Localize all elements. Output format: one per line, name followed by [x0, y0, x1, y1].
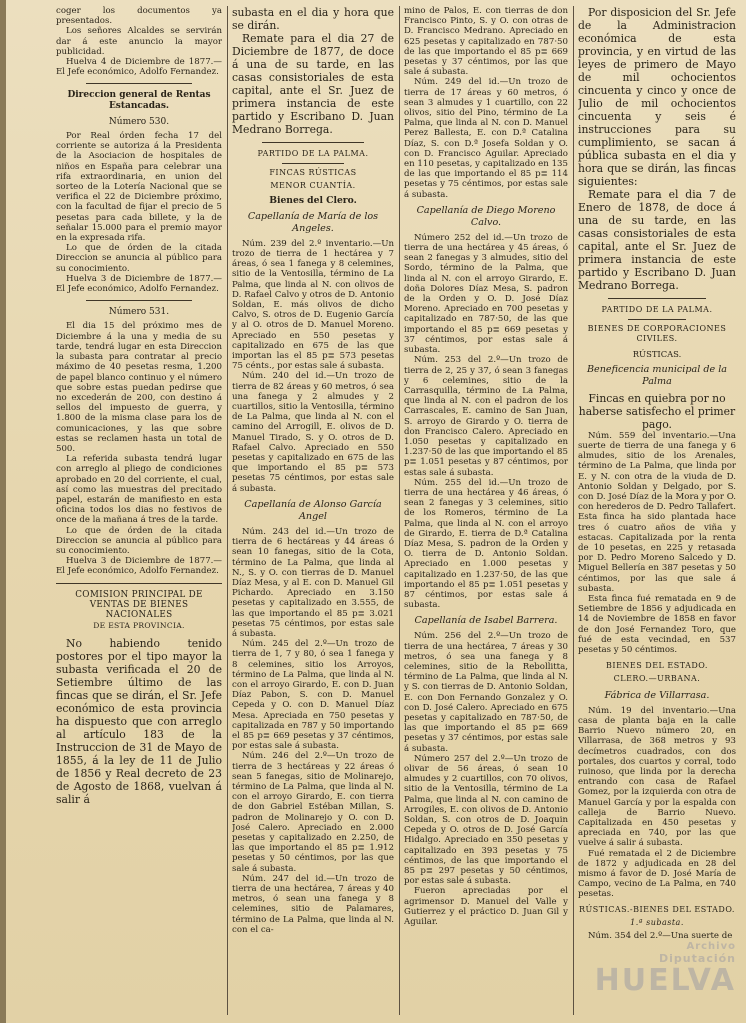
capellania-heading: Capellanía de María de los Angeles.	[247, 210, 379, 234]
partido-heading: PARTIDO DE LA PALMA.	[257, 149, 369, 158]
paragraph: Por Real órden fecha 17 del corriente se autoriza á la Presidenta de la Asociacion de hospitales de niños en España para celebrar una rifa extraordinaria, en union del sorteo de la Lotería Nacional que se verifica el 22 de Diciembre próximo, con la facultad de fijar el precio de 5 pesetas para cada billete, y la de señalar 15.000 para el premio mayor en la expresada rifa.	[56, 131, 222, 244]
item-number: Número 530.	[108, 116, 170, 127]
fincas-quiebra: Fincas en quiebra por no haberse satisfecho el primer pago.	[578, 391, 736, 431]
clero-heading: CLERO.—URBANA.	[613, 674, 701, 684]
paragraph: Núm. 354 del 2.º—Una suerte de	[588, 930, 733, 941]
capellania-heading: Capellanía de Alonso García Angel	[244, 498, 382, 522]
paragraph: Núm. 247 del id.—Un trozo de tierra de una hectárea, 7 áreas y 40 metros, ó sean una fanega y 8 celemines, sitio de Palamares, término de La Palma, que linda al N. con el ca-	[232, 873, 394, 935]
divider	[608, 298, 706, 299]
capellania-heading: Capellanía de Diego Moreno Calvo.	[416, 204, 556, 228]
paragraph: Por disposicion del Sr. Jefe de la Administracion económica de esta provincia, y en virtud de las leyes de primero de Mayo de mil ochocientos cincuenta y cinco y once de Julio de mil ochocientos cincuenta y seis é instrucciones para su cumplimiento, se sacan á pública subasta en el dia y hora que se dirán, las fincas siguientes:	[578, 6, 736, 188]
item-number: Número 531.	[108, 307, 170, 318]
paragraph: Núm. 255 del id.—Un trozo de tierra de una hectárea y 46 áreas, ó sean 2 fanegas y 3 celemines, sitio de los Romeros, término de La Palma, que linda al N. con el arroyo de Girardo, E. tierra de D.ª Catalina Díaz Mesa, S. padron de la Orden y O. tierra de D. Antonio Soldan. Apreciado en 1.000 pesetas y capitalizado en 1.237·50, de las que importando el 85 p≣ 1.051 pesetas y 87 céntimos, por estas sale á subasta.	[404, 477, 568, 611]
paragraph: Número 257 del 2.º—Un trozo de olivar de 56 áreas, ó sean 10 almudes y 2 cuartillos, con 70 olivos, sitio de la Ventosilla, término de La Palma, que linda al N. con camino de Arrogiles, E. con olivos de D. Antonio Soldan, S. con otros de D. Joaquin Cepeda y O. otros de D. José García Hidalgo. Apreciado en 350 pesetas y capitalizado en 393 pesetas y 75 céntimos, de las que importando el 85 p≣ 297 pesetas y 50 céntimos, por estas sale á subasta.	[404, 753, 568, 887]
paragraph: Núm. 245 del 2.º—Un trozo de tierra de 1, 7 y 80, ó sea 1 fanega y 8 celemines, sitio los Arroyos, término de La Palma, que linda al N. con el arroyo Girardo, E. con D. Juan Díaz Pabon, S. con D. Manuel Cepeda y O. con D. Manuel Díaz Mesa. Apreciada en 750 pesetas y capitalizada en 787 y 50 importando el 85 p≣ 669 pesetas y 37 céntimos, por estas sale á subasta.	[232, 639, 394, 752]
column-1	[56, 6, 222, 1017]
subasta-heading: 1.ª subasta.	[630, 917, 684, 927]
paragraph: El dia 15 del próximo mes de Diciembre á la una y media de su tarde, tendrá lugar en esta Direccion la subasta para contratar al precio máximo de 40 pesetas resma, 1.200 de papel blanco continuo y el número que sobre estas puedan pedirse que no excederán de 200, con destino á sellos del impuesto de guerra, y 1.800 de la misma clase para los de comunicaciones, y las que sobre estas se reclamen hasta un total de 500.	[56, 321, 222, 454]
archive-watermark	[595, 941, 736, 997]
paragraph: Remate para el dia 7 de Enero de 1878, de doce á una de su tarde, en las casas consistoriales de esta capital, ante el Sr. Juez de primera instancia de este partido y Escribano D. Juan Medrano Borrega.	[578, 188, 736, 292]
bienes-heading: BIENES DE CORPORACIONES CIVILES.	[587, 324, 727, 344]
divider	[282, 163, 344, 164]
paragraph: Núm. 240 del id.—Un trozo de tierra de 82 áreas y 60 metros, ó sea una fanega y 2 almudes y 2 cuartillos, sitio la Ventosilla, término de La Palma, que linda al N. con el camino del Arrogill, E. olivos de D. Manuel Tirado, S. y O. otros de D. Rafael Calvo. Apreciado en 550 pesetas y capitalizado en 675 de las que importando el 85 p≣ 573 pesetas 75 céntimos, por estas sale á subasta.	[232, 371, 394, 494]
paragraph: Núm. 559 del inventario.—Una suerte de tierra de una fanega y 6 almudes, sitio de los Arenales, término de La Palma, que linda por E. y N. con otra de la viuda de D. Antonio Soldan y Delgado, por S. con D. José Díaz de la Mora y por O. con herederos de D. Pedro Tallafert. Esta finca ha sido plantada hace tres ó cuatro años de viña y estacas. Capitalizada por la renta de 10 pesetas, en 225 y retasada por D. Pedro Moreno Salcedo y D. Miguel Bellería en 387 pesetas y 50 céntimos, por las que sale á subasta.	[578, 430, 736, 594]
paragraph: mino de Palos, E. con tierras de don Francisco Pinto, S. y O. con otras de D. Francisco Medrano. Apreciado en 625 pesetas y capitalizado en 787·50 de las que importando el 85 p≣ 669 pesetas y 37 céntimos, por las que sale á subasta.	[404, 6, 568, 78]
paragraph: coger los documentos ya presentados.	[56, 6, 222, 27]
bienes-estado-heading: BIENES DEL ESTADO.	[606, 661, 708, 671]
paragraph: Fué rematada el 2 de Diciembre de 1872 y adjudicada en 28 del mismo á favor de D. José María de Campo, vecino de La Palma, en 740 pesetas.	[578, 848, 736, 900]
paragraph: Núm. 246 del 2.º—Un trozo de tierra de 3 hectáreas y 22 áreas ó sean 5 fanegas, sitio de Molinarejo, término de La Palma, que linda al N. con el arroyo Girardo, E. con tierra de don Gabriel Estéban Millan, S. padron de Molinarejo y O. con D. José Calero. Apreciado en 2.000 pesetas y capitalizado en 2.250, de las que importando el 85 p≣ 1.912 pesetas y 50 céntimos, por las que sale á subasta.	[232, 751, 394, 874]
partido-heading: PARTIDO DE LA PALMA.	[601, 305, 713, 314]
paragraph: Huelva 4 de Diciembre de 1877.—El Jefe económico, Adolfo Fernandez.	[56, 57, 222, 78]
paragraph: Núm. 249 del id.—Un trozo de tierra de 17 áreas y 60 metros, ó sean 3 almudes y 1 cuartillo, con 22 olivos, sitio del Pino, término de La Palma, que linda al N. con D. Manuel Perez Ballesta, E. con D.ª Catalina Díaz, S. con D.ª Josefa Soldan y O. con D. Francisco Aguilar. Apreciado en 110 pesetas, y capitalizado en 135 de las que importando el 85 p≣ 114 pesetas y 75 céntimos, por estas sale á subasta.	[404, 77, 568, 200]
paragraph: Lo que de órden de la citada Direccion se anuncia al público para su conocimiento.	[56, 525, 222, 556]
paragraph: Fueron apreciadas por el agrimensor D. Manuel del Valle y Gutierrez y el práctico D. Juan Gil y Aguilar.	[404, 886, 568, 928]
paragraph: Núm. 256 del 2.º—Un trozo de tierra de una hectárea, 7 áreas y 30 metros, ó sea una fanega y 8 celemines, sitio de la Rebollitta, término de La Palma, que linda al N. y S. con tierras de D. Antonio Soldan, E. con Don Fernando Gonzalez y O. con D. José Calero. Apreciado en 675 pesetas y capitalizado en 787·50, de las que importando el 85 p≣ 669 pesetas y 37 céntimos, por estas sale á subasta.	[404, 631, 568, 754]
watermark-line: HUELVA	[594, 963, 736, 998]
fabrica-heading: Fábrica de Villarrasa.	[604, 689, 710, 701]
divider	[628, 319, 686, 320]
divider	[86, 83, 192, 84]
paragraph: Huelva 3 de Diciembre de 1877.—El Jefe económico, Adolfo Fernandez.	[56, 556, 222, 577]
comision-subtitle: DE ESTA PROVINCIA.	[93, 621, 185, 631]
paragraph: Remate para el dia 27 de Diciembre de 1877, de doce á una de su tarde, en las casas consistoriales de esta capital, ante el Sr. Juez de primera instancia de este partido y Escribano D. Juan Medrano Borrega.	[232, 32, 394, 136]
paragraph: Núm. 19 del inventario.—Una casa de planta baja en la calle Barrio Nuevo número 20, en Villarrasa, de 368 metros y 93 decímetros cuadrados, con dos portales, dos cuartos y corral, todo ruinoso, que linda por la derecha entrando con casa de Rafael Gomez, por la izquierda con otra de Manuel García y por la espalda con calleja de Barrio Nuevo. Capitalizada en 450 pesetas y apreciada en 740, por las que vuelve á salir á subasta.	[578, 705, 736, 849]
column-3	[404, 6, 568, 1017]
column-rule	[573, 6, 574, 1015]
paragraph: Los señores Alcaldes se servirán dar á este anuncio la mayor publicidad.	[56, 26, 222, 57]
fincas-heading: FINCAS RÚSTICAS	[269, 168, 357, 178]
paragraph: No habiendo tenido postores por el tipo mayor la subasta verificada el 20 de Setiembre último de las fincas que se dirán, el Sr. Jefe económico de esta provincia ha dispuesto que con arreglo al artículo 183 de la Instruccion de 31 de Mayo de 1855, á la ley de 11 de Julio de 1856 y Real decreto de 23 de Agosto de 1868, vuelvan á salir á	[56, 637, 222, 807]
divider	[86, 300, 192, 301]
paragraph: Núm. 239 del 2.º inventario.—Un trozo de tierra de 1 hectárea y 7 áreas, ó sea 1 fanega y 8 celemines, sitio de la Ventosilla, término de La Palma, que linda al N. con olivos de D. Rafael Calvo y otros de D. Antonio Soldan, E. más olivos de dicho Calvo, S. otros de D. Eugenio García y al O. otros de D. Manuel Moreno. Apreciado en 550 pesetas y capitalizado en 675 de las que importan las el 85 p≣ 573 pesetas 75 cénts., por estas sale á subasta.	[232, 238, 394, 372]
beneficencia-heading: Beneficencia municipal de la Palma	[586, 363, 728, 387]
paragraph: Núm. 253 del 2.º—Un trozo de tierra de 2, 25 y 37, ó sean 3 fanegas y 6 celemines, sitio de la Carrasquilla, término de La Palma, que linda al N. con el padron de los Carrascales, E. camino de San Juan, S. arroyo de Girardo y O. tierra de don Francisco Calero. Apreciado en 1.050 pesetas y capitalizado en 1.237·50 de las que importando el 85 p≣ 1.051 pesetas y 87 céntimos, por estas sale á subasta.	[404, 355, 568, 478]
capellania-heading: Capellanía de Isabel Barrera.	[414, 615, 558, 627]
watermark-line: Archivo	[686, 941, 736, 952]
rusticas-estado-heading: RÚSTICAS.-BIENES DEL ESTADO.	[579, 904, 735, 914]
watermark-line: Diputación	[659, 952, 736, 965]
column-4	[578, 6, 736, 1017]
paragraph: Lo que de órden de la citada Direccion se anuncia al público para su conocimiento.	[56, 243, 222, 274]
paragraph: Huelva 3 de Diciembre de 1877.—El Jefe económico, Adolfo Fernandez.	[56, 273, 222, 295]
divider	[56, 583, 222, 584]
section-heading: Direccion general de Rentas Estancadas.	[67, 90, 211, 111]
binding-edge	[0, 0, 6, 1023]
paragraph: La referida subasta tendrá lugar con arreglo al pliego de condiciones aprobado en 20 del corriente, el cual, así como las muestras del precitado papel, estarán de manifiesto en esta oficina todos los dias no festivos de once de la mañana á tres de la tarde.	[56, 454, 222, 526]
menor-heading: MENOR CUANTÍA.	[270, 181, 356, 191]
paragraph: Núm. 243 del id.—Un trozo de tierra de 6 hectáreas y 44 áreas ó sean 10 fanegas, sitio de la Cota, término de La Palma, que linda al N., S. y O. con tierras de D. Manuel Díaz Mesa, y al E. con D. Manuel Gil Pichardo. Apreciado en 3.150 pesetas y capitalizado en 3.555, de las que importando el 85 p≣ 3.021 pesetas 75 céntimos, por estas sale á subasta.	[232, 526, 394, 639]
paragraph: subasta en el dia y hora que se dirán.	[232, 6, 394, 32]
column-2	[232, 6, 394, 1017]
column-rule	[399, 6, 400, 1015]
divider	[262, 142, 364, 143]
rusticas-heading: RÚSTICAS.	[632, 348, 682, 359]
bienes-heading: Bienes del Clero.	[269, 194, 357, 206]
column-rule	[227, 6, 228, 1015]
paragraph: Esta finca fué rematada en 9 de Setiembre de 1856 y adjudicada en 14 de Noviembre de 1858 en favor de don José Fernandez Toro, que fué de esta vecindad, en 537 pesetas y 50 céntimos.	[578, 594, 736, 656]
comision-title: COMISION PRINCIPAL DE VENTAS DE BIENES NACIONALES	[75, 589, 203, 620]
paragraph: Número 252 del id.—Un trozo de tierra de una hectárea y 45 áreas, ó sean 2 fanegas y 3 almudes, sitio del Sordo, término de la Palma, que linda al N. con el arroyo Girardo, E. doña Dolores Díaz Mesa, S. padron de la Orden y O. D. José Díaz Moreno. Apreciado en 700 pesetas y capitalizado en 787·50, de las que importando el 85 p≣ 669 pesetas y 37 céntimos, por estas sale á subasta.	[404, 232, 568, 356]
